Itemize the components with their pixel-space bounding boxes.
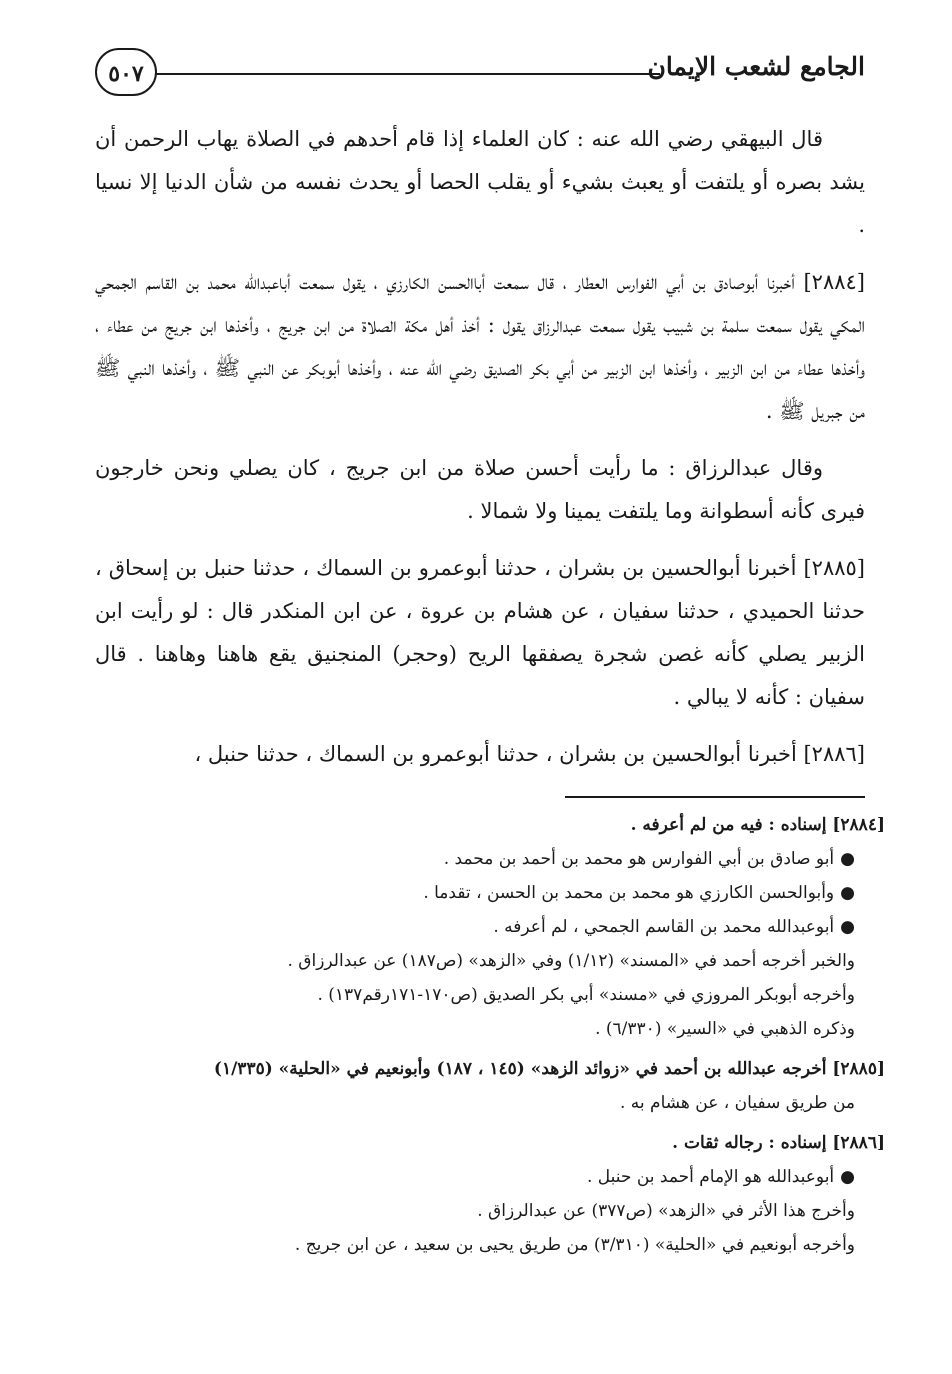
footnote-bullet [95, 910, 885, 944]
bullet-text: أبوعبدالله هو الإمام أحمد بن حنبل . [586, 1167, 835, 1187]
paragraph-2886: [٢٨٨٦] أخبرنا أبوالحسين بن بشران ، حدثنا أبوعمرو بن السماك ، حدثنا حنبل ، [194, 742, 865, 766]
page-number: ٥٠٧ [95, 48, 157, 96]
paragraph-2884: [٢٨٨٤] أخبرنا أبوصادق بن أبي الفوارس العطار ، قال سمعت أباالحسن الكارزي ، يقول سمعت أباعبدالله محمد بن القاسم الجمحي المكي يقول سمعت سلمة بن شبيب يقول سمعت عبدالرزاق يقول : أخذ أهل مكة الصلاة من ابن جريج ، وأخذها ابن جريج من عطاء ، وأخذها عطاء من ابن الزبير ، وأخذها ابن الزبير من أبي بكر الصديق رضي الله عنه ، وأخذها أبوبكر عن النبي ﷺ ، وأخذها النبي ﷺ من جبريل ﷺ . [95, 270, 865, 423]
bullet-icon: ● [840, 917, 855, 937]
book-title: الجامع لشعب الإيمان [647, 52, 865, 81]
footnote-bullet [95, 1160, 885, 1194]
footnote-bullet [95, 842, 885, 876]
footnote-line: وذكره الذهبي في «السير» (٦/٣٣٠) . [595, 1019, 855, 1039]
page-header [95, 44, 865, 106]
footnote-2885 [95, 1052, 885, 1120]
footnotes [95, 808, 885, 1268]
bullet-icon: ● [840, 849, 855, 869]
footnote-separator [565, 796, 865, 798]
paragraph-2885: [٢٨٨٥] أخبرنا أبوالحسين بن بشران ، حدثنا أبوعمرو بن السماك ، حدثنا حنبل بن إسحاق ، حدثنا الحميدي ، حدثنا سفيان ، عن هشام بن عروة ، عن ابن المنكدر قال : لو رأيت ابن الزبير يصلي كأنه غصن شجرة يصفقها الريح (وحجر) المنجنيق يقع هاهنا وهاهنا . قال سفيان : كأنه لا يبالي . [95, 556, 865, 709]
footnote-label: [٢٨٨٤] إسناده : فيه من لم أعرفه . [630, 815, 885, 835]
paragraph-intro: قال البيهقي رضي الله عنه : كان العلماء إذا قام أحدهم في الصلاة يهاب الرحمن أن يشد بصره أو يلتفت أو يعبث بشيء أو يقلب الحصا أو يحدث نفسه من شأن الدنيا إلا نسيا . [95, 127, 865, 237]
footnote-line: وأخرجه أبونعيم في «الحلية» (٣/٣١٠) من طريق يحيى بن سعيد ، عن ابن جريج . [294, 1235, 855, 1255]
footnote-line: من طريق سفيان ، عن هشام به . [620, 1093, 855, 1113]
bullet-icon: ● [840, 883, 855, 903]
footnote-line: والخبر أخرجه أحمد في «المسند» (١/١٢) وفي «الزهد» (ص١٨٧) عن عبدالرزاق . [287, 951, 855, 971]
main-text [95, 118, 865, 790]
footnote-line: وأخرج هذا الأثر في «الزهد» (ص٣٧٧) عن عبدالرزاق . [477, 1201, 855, 1221]
bullet-icon: ● [840, 1167, 855, 1187]
bullet-text: أبوعبدالله محمد بن القاسم الجمحي ، لم أعرفه . [493, 917, 835, 937]
footnote-bullet [95, 876, 885, 910]
footnote-2884 [95, 808, 885, 1046]
footnote-label: [٢٨٨٥] أخرجه عبدالله بن أحمد في «زوائد الزهد» (١٤٥ ، ١٨٧) وأبونعيم في «الحلية» (١/٣٣٥) [213, 1059, 885, 1079]
header-rule [155, 73, 660, 75]
footnote-line: وأخرجه أبوبكر المروزي في «مسند» أبي بكر الصديق (ص١٧٠-١٧١رقم١٣٧) . [317, 985, 855, 1005]
footnote-2886 [95, 1126, 885, 1262]
bullet-text: وأبوالحسن الكارزي هو محمد بن محمد بن الحسن ، تقدما . [423, 883, 835, 903]
bullet-text: أبو صادق بن أبي الفوارس هو محمد بن أحمد بن محمد . [443, 849, 835, 869]
paragraph-abdulrazzaq: وقال عبدالرزاق : ما رأيت أحسن صلاة من ابن جريج ، كان يصلي ونحن خارجون فيرى كأنه أسطوانة وما يلتفت يمينا ولا شمالا . [95, 456, 865, 523]
footnote-label: [٢٨٨٦] إسناده : رجاله ثقات . [672, 1133, 885, 1153]
